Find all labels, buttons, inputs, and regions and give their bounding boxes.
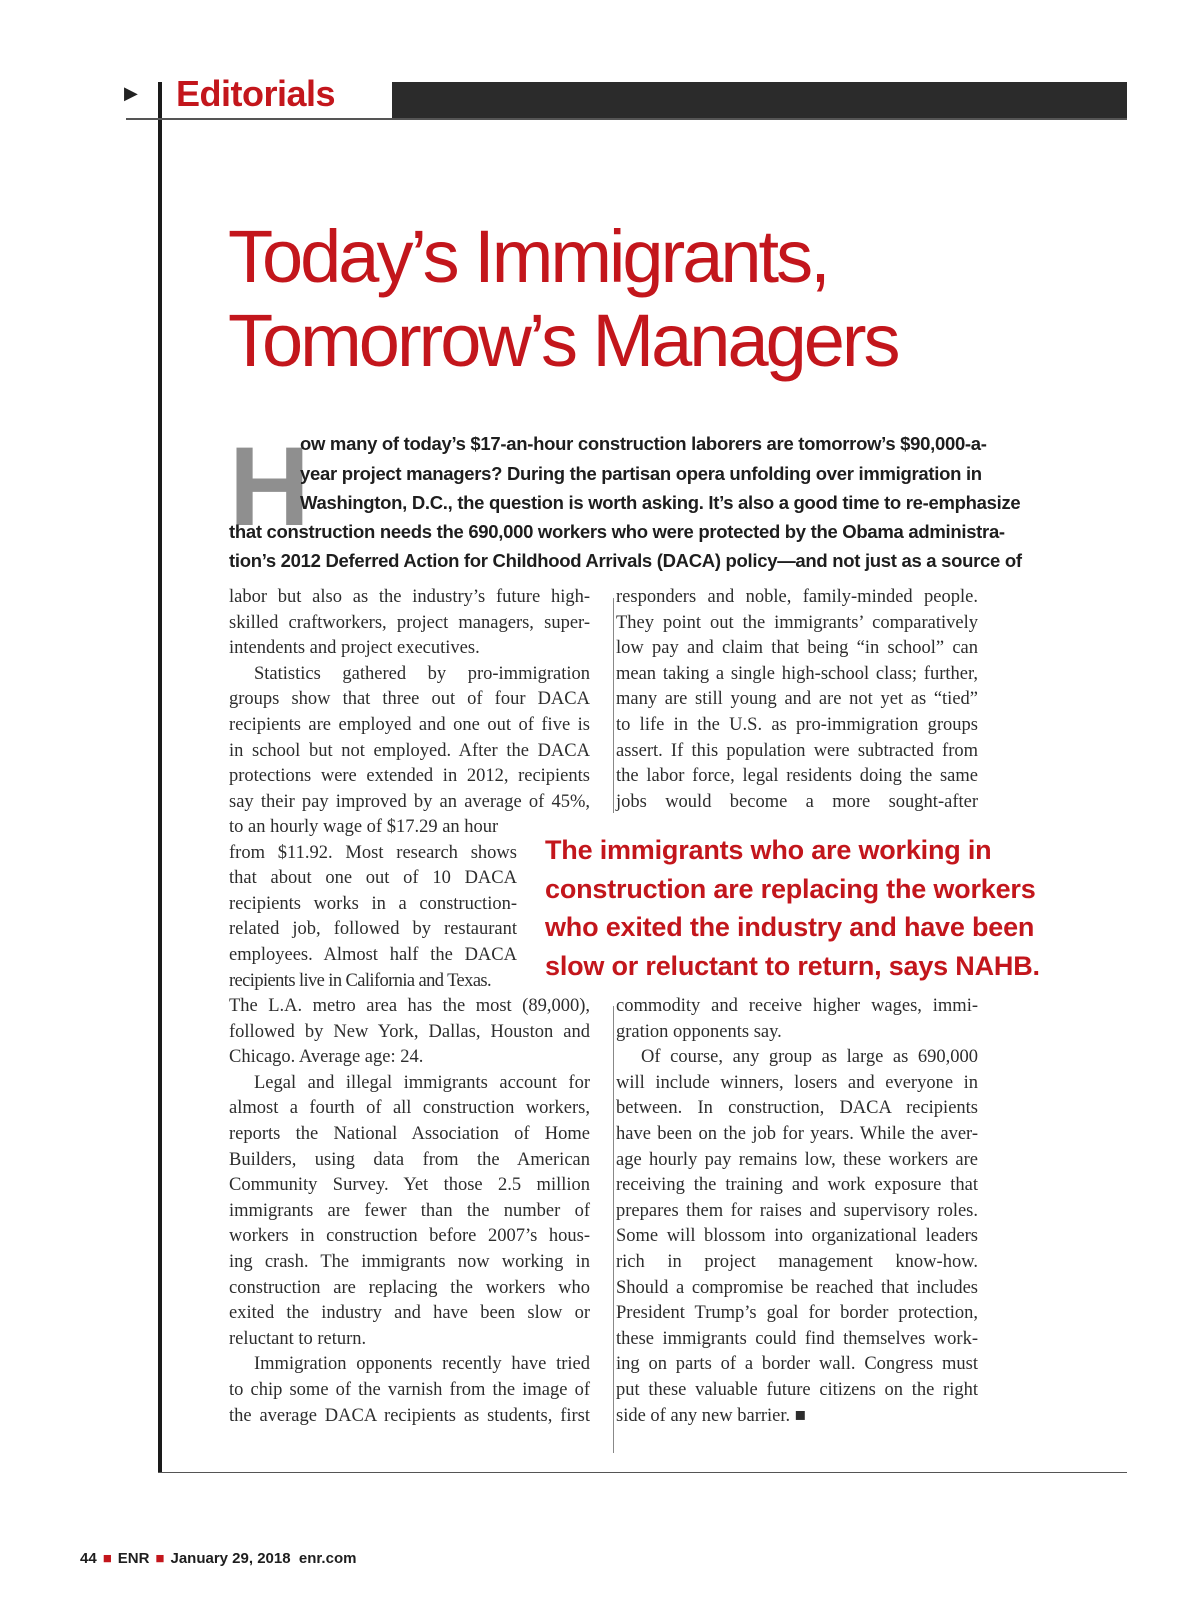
body-line: will include winners, losers and everyone in [616, 1072, 978, 1093]
body-line: Statistics gathered by pro-immigration [254, 663, 590, 684]
body-line: labor but also as the industry’s future high- [229, 587, 590, 607]
body-line: employees. Almost half the DACA [229, 944, 517, 965]
body-line: many are still young and are not yet as “tied” [616, 689, 978, 710]
body-line: Of course, any group as large as 690,000 [641, 1047, 978, 1068]
body-line: from $11.92. Most research shows [229, 842, 517, 863]
section-title: Editorials [176, 73, 336, 114]
body-line: Immigration opponents recently have tried [254, 1354, 590, 1375]
left-column-top [229, 585, 590, 815]
drop-cap: H [229, 424, 310, 549]
left-column-bottom [229, 994, 590, 1429]
page-number: 44 [80, 1550, 97, 1567]
header-rule [126, 118, 1127, 120]
body-line: reluctant to return. [229, 1328, 367, 1349]
body-line: Community Survey. Yet those 2.5 million [229, 1175, 590, 1196]
left-column-narrow [229, 815, 517, 994]
pull-quote-line: construction are replacing the workers [545, 873, 1036, 904]
body-line: President Trump’s goal for border protection, [616, 1303, 978, 1324]
body-line: skilled craftworkers, project managers, super- [229, 612, 590, 633]
body-line: the average DACA recipients as students, first [229, 1405, 590, 1426]
body-line: related job, followed by restaurant [229, 919, 517, 940]
body-line: ing on parts of a border wall. Congress must [616, 1354, 978, 1375]
footer-separator-icon: ■ [102, 1550, 112, 1567]
body-line: intendents and project executives. [229, 638, 480, 659]
body-line: Legal and illegal immigrants account for [254, 1072, 590, 1093]
body-line: assert. If this population were subtracted from [616, 740, 978, 761]
body-line: that about one out of 10 DACA [229, 868, 517, 889]
pull-quote-line: The immigrants who are working in [545, 835, 992, 865]
headline-line-2: Tomorrow’s Managers [228, 299, 898, 382]
left-vertical-rule [158, 82, 162, 1472]
body-line: reports the National Association of Home [229, 1123, 590, 1144]
website-link[interactable]: enr.com [298, 1550, 357, 1567]
bottom-rule [158, 1472, 1127, 1473]
body-line: recipients are employed and one out of five is [229, 714, 590, 735]
right-column-top [616, 585, 978, 815]
body-line: receiving the training and work exposure that [616, 1175, 978, 1196]
body-line: commodity and receive higher wages, immi- [616, 996, 978, 1016]
body-line: between. In construction, DACA recipients [616, 1098, 978, 1119]
body-line: workers in construction before 2007’s hous- [229, 1226, 590, 1247]
header-bar [392, 82, 1127, 119]
body-line: almost a fourth of all construction workers, [229, 1098, 590, 1119]
pull-quote [545, 831, 1085, 985]
body-line: the labor force, legal residents doing the same [616, 766, 978, 787]
headline-line-1: Today’s Immigrants, [228, 215, 828, 298]
body-line: followed by New York, Dallas, Houston and [229, 1021, 590, 1042]
issue-date: January 29, 2018 [170, 1550, 291, 1567]
body-line: Should a compromise be reached that includes [616, 1277, 978, 1298]
section-arrow-icon: ▶ [124, 83, 138, 104]
publication-name: ENR [117, 1550, 150, 1567]
body-line: side of any new barrier. ■ [616, 1405, 806, 1426]
body-line: recipients live in California and Texas. [229, 970, 492, 991]
body-line: Some will blossom into organizational leaders [616, 1226, 978, 1247]
body-line: rich in project management know-how. [616, 1251, 978, 1272]
pull-quote-line: who exited the industry and have been [545, 912, 1035, 942]
right-column-bottom [616, 994, 978, 1429]
body-line: to chip some of the varnish from the image of [229, 1379, 590, 1400]
body-line: have been on the job for years. While the aver- [616, 1123, 978, 1144]
body-line: immigrants are fewer than the number of [229, 1200, 590, 1221]
body-line: protections were extended in 2012, recipients [229, 766, 590, 787]
body-line: recipients works in a construction- [229, 893, 517, 914]
body-line: responders and noble, family-minded people. [616, 587, 978, 607]
headline [228, 215, 1128, 383]
lead-line: Washington, D.C., the question is worth asking. It’s also a good time to re-emphasize [300, 492, 1021, 513]
lead-line: year project managers? During the partisan opera unfolding over immigration in [300, 463, 982, 484]
lead-line: that construction needs the 690,000 workers who were protected by the Obama administra- [229, 521, 1005, 542]
body-line: prepares them for raises and supervisory roles. [616, 1200, 978, 1221]
page-footer [80, 1550, 356, 1567]
body-line: mean taking a single high-school class; further, [616, 663, 978, 684]
pull-quote-line: slow or reluctant to return, says NAHB. [545, 950, 1040, 981]
body-line: in school but not employed. After the DACA [229, 740, 590, 761]
lead-line: ow many of today’s $17-an-hour construction laborers are tomorrow’s $90,000-a- [300, 433, 987, 454]
body-line: construction are replacing the workers who [229, 1277, 590, 1298]
body-line: exited the industry and have been slow or [229, 1303, 590, 1324]
footer-separator-icon: ■ [155, 1550, 165, 1567]
body-line: Chicago. Average age: 24. [229, 1047, 424, 1068]
body-line: ing crash. The immigrants now working in [229, 1251, 590, 1272]
body-line: put these valuable future citizens on the right [616, 1379, 978, 1400]
body-line: jobs would become a more sought-after [616, 791, 978, 812]
body-line: these immigrants could find themselves work- [616, 1328, 978, 1349]
column-rule [613, 1006, 614, 1453]
body-line: age hourly pay remains low, these workers are [616, 1149, 978, 1170]
body-line: low pay and claim that being “in school” can [616, 638, 978, 659]
body-line: to an hourly wage of $17.29 an hour [229, 817, 499, 837]
body-line: say their pay improved by an average of 45%, [229, 791, 590, 812]
body-line: The L.A. metro area has the most (89,000), [229, 996, 590, 1016]
body-line: groups show that three out of four DACA [229, 689, 590, 710]
column-rule [613, 598, 614, 813]
body-line: Builders, using data from the American [229, 1149, 590, 1170]
body-line: gration opponents say. [616, 1021, 782, 1042]
body-line: to life in the U.S. as pro-immigration groups [616, 714, 978, 735]
body-line: They point out the immigrants’ comparatively [616, 612, 978, 633]
lead-line: tion’s 2012 Deferred Action for Childhood Arrivals (DACA) policy—and not just as a source of [229, 550, 1022, 571]
